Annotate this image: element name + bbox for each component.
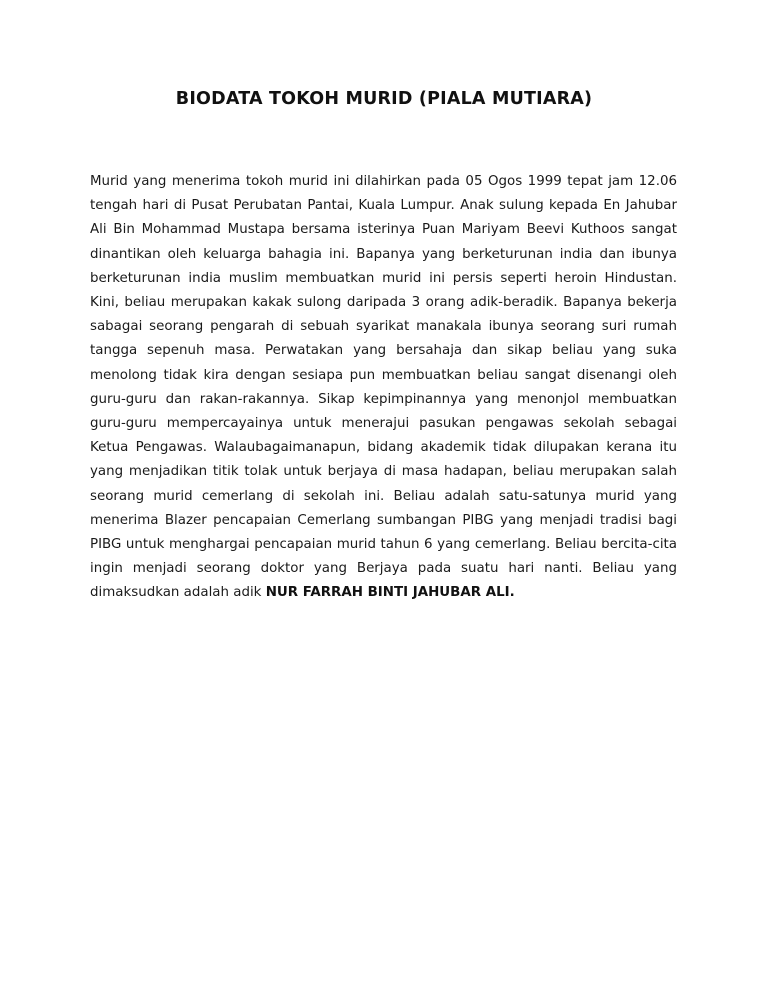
student-name: NUR FARRAH BINTI JAHUBAR ALI. [265,585,515,601]
biography-text: Murid yang menerima tokoh murid ini dilahirkan pada 05 Ogos 1999 tepat jam 12.06 tengah hari di Pusat Perubatan Pantai, Kuala Lumpur. Anak sulung kepada En Jahubar Ali Bin Mohammad Mustapa bersama isterinya Puan Mariyam Beevi Kuthoos sangat dinantikan oleh keluarga bahagia ini. Bapanya yang berketurunan india dan ibunya berketurunan india muslim membuatkan murid ini persis seperti heroin Hindustan. Kini, beliau merupakan kakak sulong daripada 3 orang adik-beradik. Bapanya bekerja sabagai seorang pengarah di sebuah syarikat manakala ibunya seorang suri rumah tangga sepenuh masa. Perwatakan yang bersahaja dan sikap beliau yang suka menolong tidak kira dengan sesiapa pun membuatkan beliau sangat disenangi oleh guru-guru dan rakan-rakannya. Sikap kepimpinannya yang menonjol membuatkan guru-guru mempercayainya untuk menerajui pasukan pengawas sekolah sebagai Ketua Pengawas. Walaubagaimanapun, bidang akademik tidak dilupakan kerana itu yang menjadikan titik tolak untuk berjaya di masa hadapan, beliau merupakan salah seorang murid cemerlang di sekolah ini. Beliau adalah satu-satunya murid yang menerima Blazer pencapaian Cemerlang sumbangan PIBG yang menjadi tradisi bagi PIBG untuk menghargai pencapaian murid tahun 6 yang cemerlang. Beliau bercita-cita ingin menjadi seorang doktor yang Berjaya pada suatu hari nanti. Beliau yang dimaksudkan adalah adik [90,174,677,601]
document-title: BIODATA TOKOH MURID (PIALA MUTIARA) [175,89,593,109]
biography-paragraph [90,170,677,606]
